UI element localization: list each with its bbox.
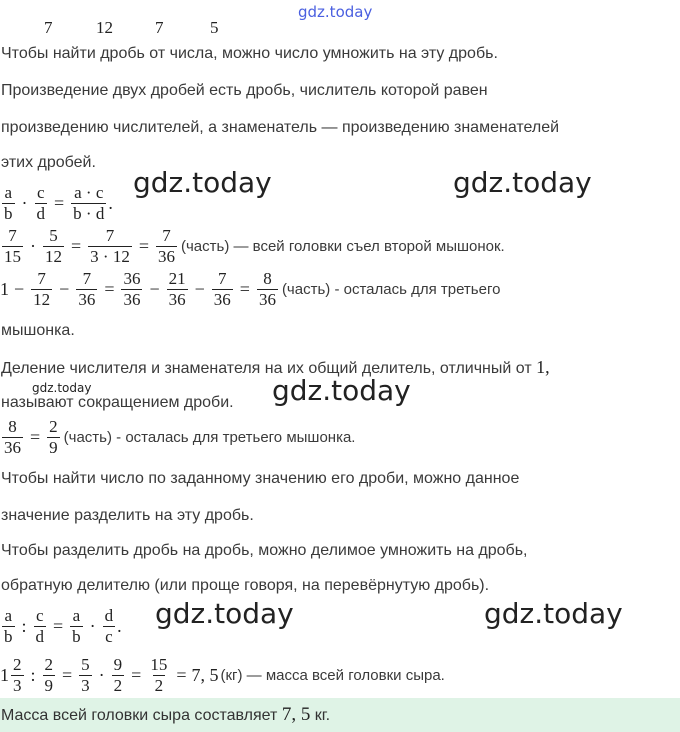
formula-cheese: 1 $\frac{2}{3}$ : $\frac{2}{9}$ = $\frac{5}{3}$ · $\frac{9}{2}$ = $\frac{15}{2}$ = 7, 5 (кг) — масса всей головки сыра.: [0, 655, 445, 695]
rule-product-line: Произведение двух дробей есть дробь, числитель которой равен: [1, 82, 488, 99]
watermark: gdz.today: [484, 597, 623, 630]
watermark-small: gdz.today: [32, 381, 92, 395]
watermark-top: gdz.today: [298, 3, 373, 21]
rule-division: Чтобы разделить дробь на дробь, можно делимое умножить на дробь,: [1, 542, 528, 559]
rule-number-by-fraction: значение разделить на эту дробь.: [1, 507, 254, 524]
cut-denominator: 5: [210, 18, 219, 37]
formula-division: $\frac{a}{b}$ : $\frac{c}{d}$ = $\frac{a}{b}$ · $\frac{d}{c}$ .: [4, 606, 122, 646]
rule-fraction-of-number: Чтобы найти дробь от числа, можно число умножить на эту дробь.: [1, 45, 498, 62]
rule-product-line: этих дробей.: [1, 154, 96, 171]
formula-reduced: $\frac{8}{36}$ = $\frac{2}{9}$ (часть) - осталась для третьего мышонка.: [4, 417, 356, 457]
rule-division: обратную делителю (или проще говоря, на перевёрнутую дробь).: [1, 577, 490, 594]
rule-number-by-fraction: Чтобы найти число по заданному значению его дроби, можно данное: [1, 470, 520, 487]
watermark: gdz.today: [155, 597, 294, 630]
watermark: gdz.today: [272, 374, 411, 407]
cut-denominator: 12: [96, 18, 113, 37]
formula-third-mouse-tail: мышонка.: [1, 322, 75, 339]
cut-denominator: 7: [155, 18, 164, 37]
cut-denominator: 7: [44, 18, 53, 37]
formula-product: $\frac{a}{b}$ · $\frac{c}{d}$ = $\frac{a \cdot c}{b \cdot d}$ .: [4, 183, 113, 223]
answer-text: Масса всей головки сыра составляет 7, 5 кг.: [1, 704, 331, 725]
watermark: gdz.today: [453, 166, 592, 199]
formula-third-mouse: 1 − $\frac{7}{12}$ − $\frac{7}{36}$ = $\frac{36}{36}$ − $\frac{21}{36}$ − $\frac{7}{36}$ = $\frac{8}{36}$ (часть) - осталась для третьего: [0, 269, 501, 309]
formula-second-mouse: $\frac{7}{15}$ · $\frac{5}{12}$ = $\frac{7}{3 \cdot 12}$ = $\frac{7}{36}$ (часть) — всей головки съел второй мышонок.: [4, 226, 505, 266]
watermark: gdz.today: [133, 166, 272, 199]
rule-reduction-line: называют сокращением дроби.: [1, 394, 234, 411]
rule-reduction-line: Деление числителя и знаменателя на их общий делитель, отличный от 1,: [1, 357, 550, 377]
rule-product-line: произведению числителей, а знаменатель — произведению знаменателей: [1, 119, 560, 136]
